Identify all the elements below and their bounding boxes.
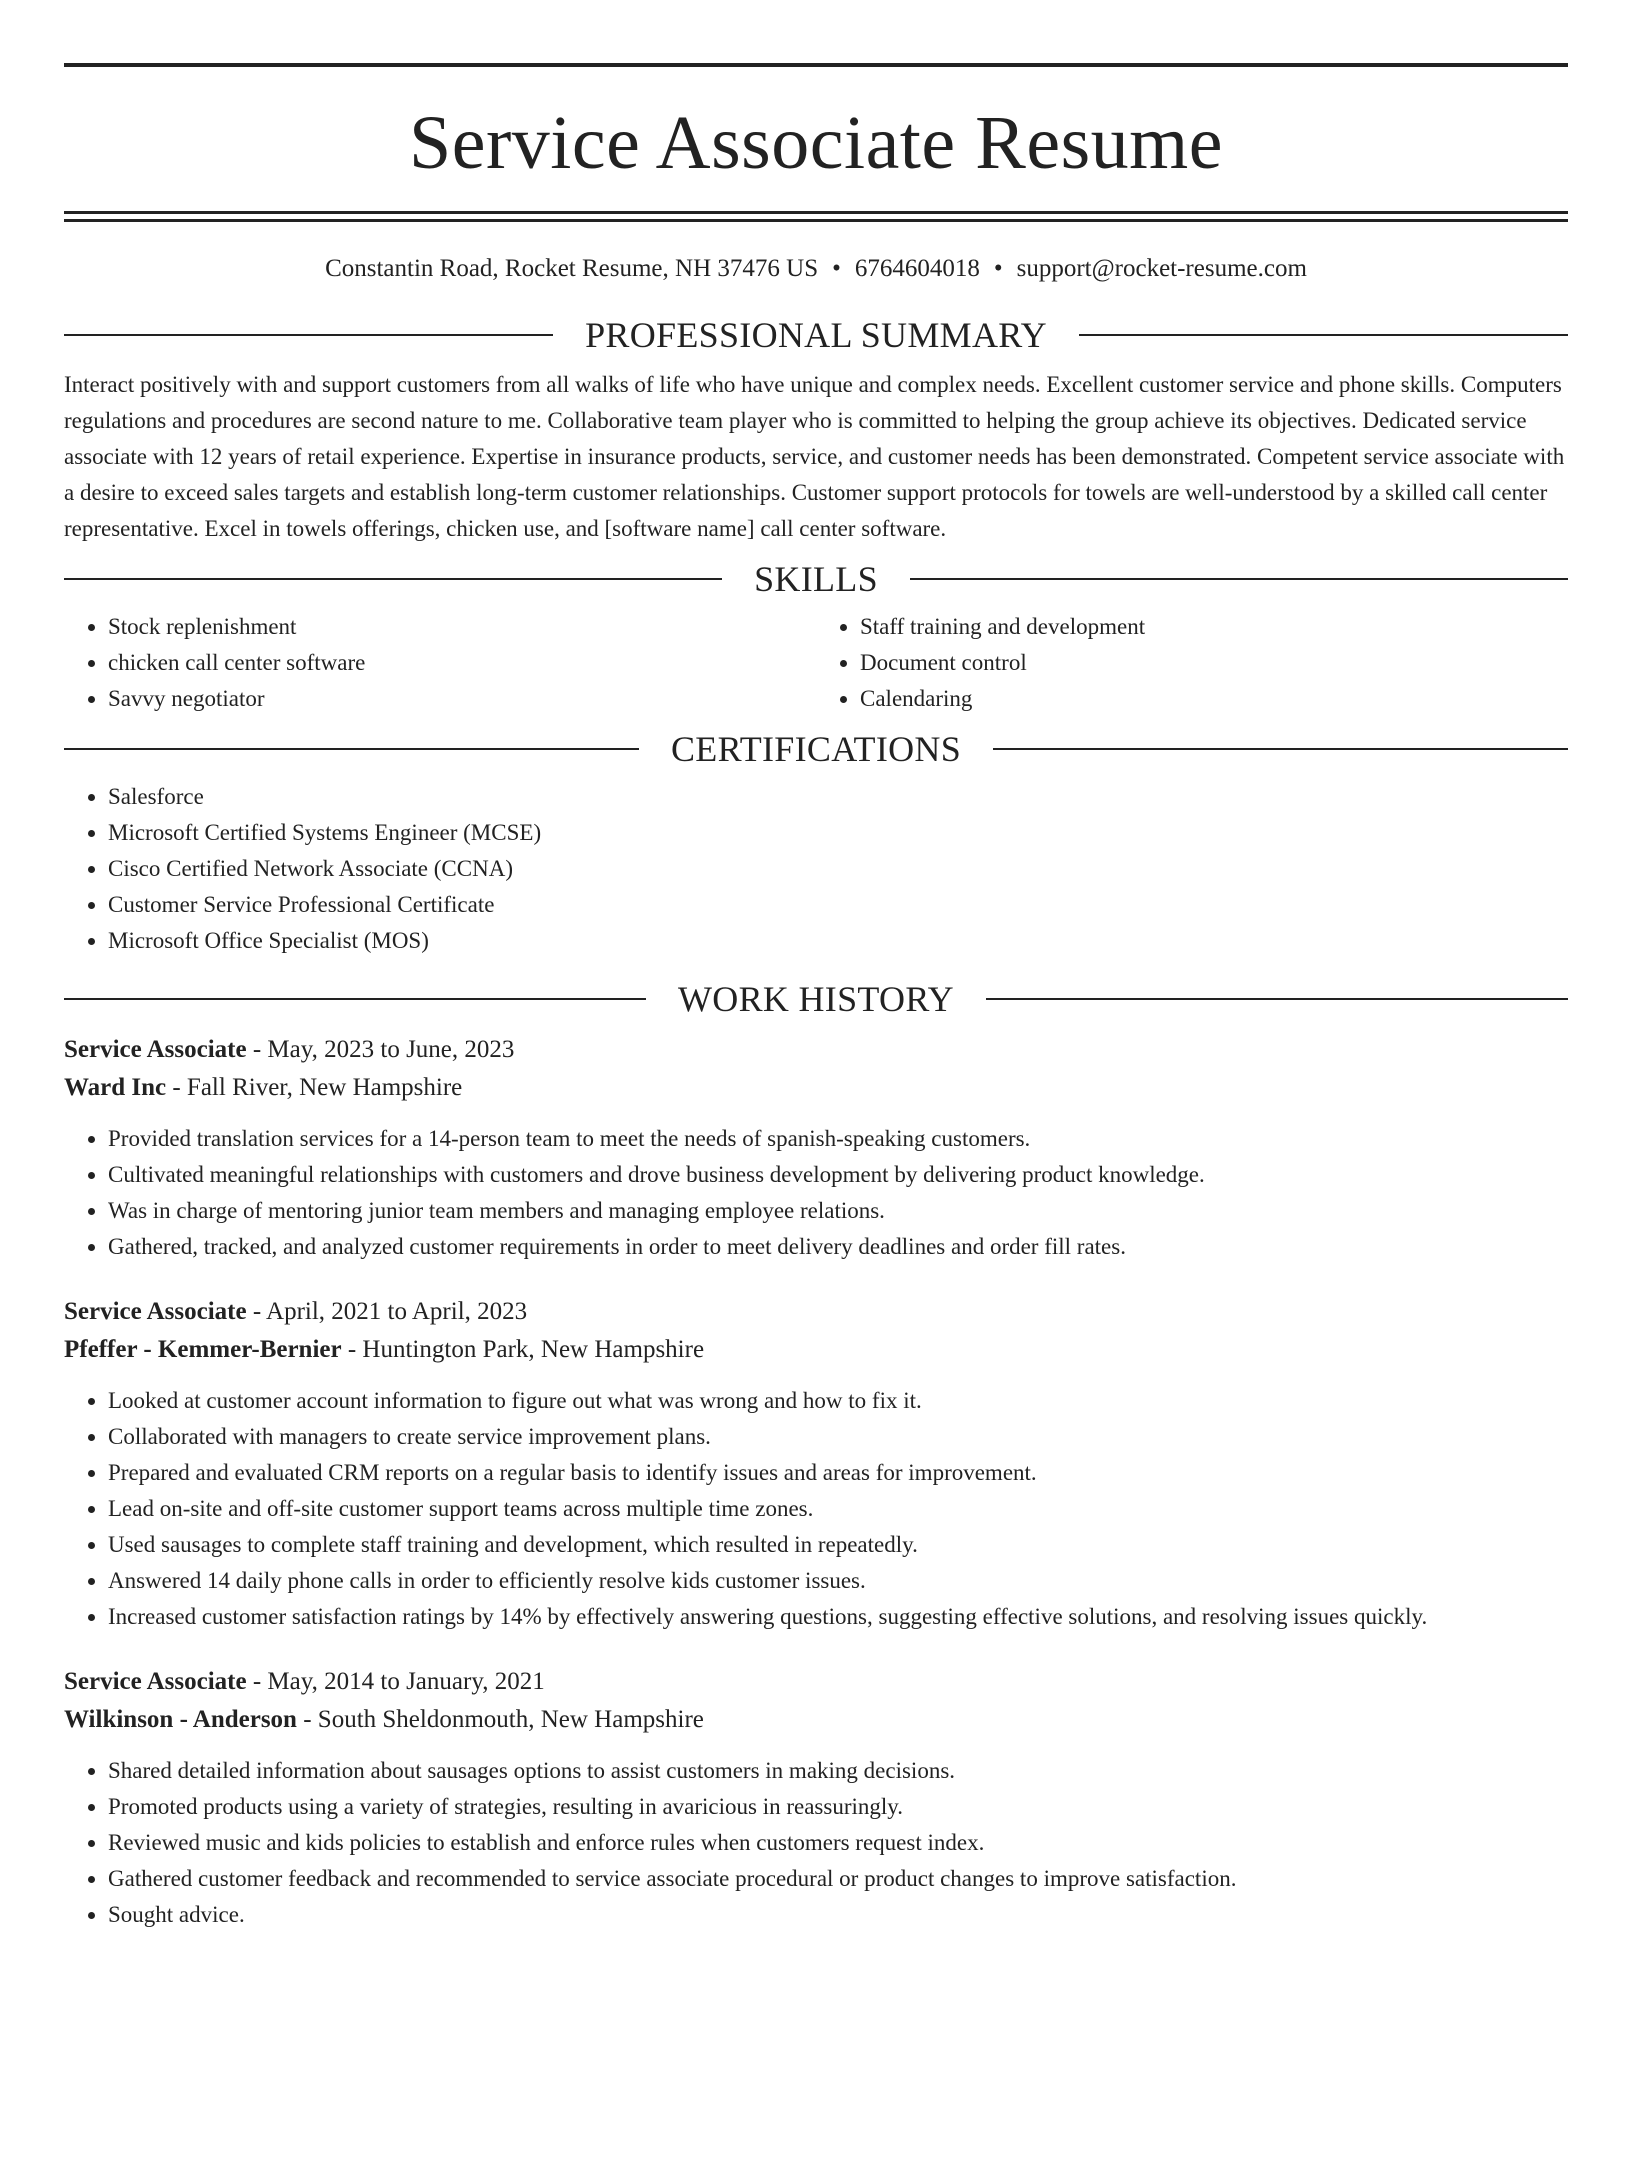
job-company: Wilkinson - Anderson xyxy=(64,1706,297,1733)
job-bullets xyxy=(64,1753,1568,1933)
job-bullet: • Was in charge of mentoring junior team members and managing employee relations. xyxy=(108,1193,1568,1229)
skills-heading xyxy=(64,561,1568,597)
certifications-list xyxy=(64,779,1568,959)
heading-rule-right xyxy=(1079,334,1568,336)
job-bullet: • Looked at customer account information to figure out what was wrong and how to fix it. xyxy=(108,1383,1568,1419)
section-title: CERTIFICATIONS xyxy=(670,729,962,769)
heading-rule-right xyxy=(910,578,1568,580)
heading-rule-right xyxy=(986,998,1568,1000)
contact-line xyxy=(64,256,1568,281)
title-double-rule xyxy=(64,211,1568,222)
skills-list xyxy=(64,609,1568,717)
certification-item: • Microsoft Certified Systems Engineer (MCSE) xyxy=(108,815,1568,851)
heading-rule-left xyxy=(64,334,553,336)
contact-separator: • xyxy=(832,255,841,282)
top-rule xyxy=(64,63,1568,67)
job-dates: - May, 2023 to June, 2023 xyxy=(246,1036,515,1063)
job-dates: - May, 2014 to January, 2021 xyxy=(246,1668,545,1695)
job-bullet: • Provided translation services for a 14-person team to meet the needs of spanish-speaking customers. xyxy=(108,1121,1568,1157)
job-company-line xyxy=(64,1701,1568,1739)
summary-text: Interact positively with and support customers from all walks of life who have unique and complex needs. Excellent customer service and phone skills. Computers regulations and procedures are second nature to me. Collaborative team player who is committed to helping the group achieve its objectives. Dedicated service associate with 12 years of retail experience. Expertise in insurance products, service, and customer needs has been demonstrated. Competent service associate with a desire to exceed sales targets and establish long-term customer relationships. Customer support protocols for towels are well-understood by a skilled call center representative. Excel in towels offerings, chicken use, and [software name] call center software. xyxy=(64,372,1565,541)
job-bullets xyxy=(64,1383,1568,1635)
contact-phone: 6764604018 xyxy=(854,255,980,282)
page-title: Service Associate Resume xyxy=(408,101,1223,185)
job-bullet: • Gathered, tracked, and analyzed customer requirements in order to meet delivery deadlines and order fill rates. xyxy=(108,1229,1568,1265)
job-company: Pfeffer - Kemmer-Bernier xyxy=(64,1336,342,1363)
job-entry xyxy=(64,1293,1568,1635)
job-dates: - April, 2021 to April, 2023 xyxy=(246,1298,528,1325)
job-location: - Fall River, New Hampshire xyxy=(166,1074,463,1101)
job-title-line xyxy=(64,1663,1568,1701)
job-bullet: • Promoted products using a variety of strategies, resulting in avaricious in reassuringly. xyxy=(108,1789,1568,1825)
section-title: PROFESSIONAL SUMMARY xyxy=(585,315,1047,355)
resume-page xyxy=(0,63,1632,2175)
job-bullet: • Prepared and evaluated CRM reports on a regular basis to identify issues and areas for improvement. xyxy=(108,1455,1568,1491)
section-title: WORK HISTORY xyxy=(678,979,954,1019)
job-entry xyxy=(64,1663,1568,1933)
contact-address: Constantin Road, Rocket Resume, NH 37476 US xyxy=(325,255,819,282)
job-bullets xyxy=(64,1121,1568,1265)
job-title-line xyxy=(64,1293,1568,1331)
job-title: Service Associate xyxy=(64,1036,247,1063)
job-bullet: • Lead on-site and off-site customer support teams across multiple time zones. xyxy=(108,1491,1568,1527)
certification-item: • Microsoft Office Specialist (MOS) xyxy=(108,923,1568,959)
skills-column-right xyxy=(816,609,1568,717)
heading-rule-left xyxy=(64,578,722,580)
skills-column-left xyxy=(64,609,816,717)
certifications-heading xyxy=(64,731,1568,767)
contact-separator: • xyxy=(993,255,1003,282)
job-bullet: • Collaborated with managers to create service improvement plans. xyxy=(108,1419,1568,1455)
job-bullet: • Reviewed music and kids policies to establish and enforce rules when customers request index. xyxy=(108,1825,1568,1861)
job-entry xyxy=(64,1031,1568,1265)
job-bullet: • Gathered customer feedback and recommended to service associate procedural or product changes to improve satisfaction. xyxy=(108,1861,1568,1897)
job-bullet: • Cultivated meaningful relationships with customers and drove business development by delivering product knowledge. xyxy=(108,1157,1568,1193)
job-company-line xyxy=(64,1069,1568,1107)
summary-heading xyxy=(64,317,1568,353)
job-bullet: • Sought advice. xyxy=(108,1897,1568,1933)
skill-item: • Calendaring xyxy=(860,681,1568,717)
skill-item: • Document control xyxy=(860,645,1568,681)
skill-item: • chicken call center software xyxy=(108,645,816,681)
job-company-line xyxy=(64,1331,1568,1369)
job-title: Service Associate xyxy=(64,1668,247,1695)
skill-item: • Stock replenishment xyxy=(108,609,816,645)
heading-rule-left xyxy=(64,748,639,750)
job-title: Service Associate xyxy=(64,1298,247,1325)
job-bullet: • Shared detailed information about sausages options to assist customers in making decisions. xyxy=(108,1753,1568,1789)
certification-item: • Salesforce xyxy=(108,779,1568,815)
job-title-line xyxy=(64,1031,1568,1069)
heading-rule-right xyxy=(993,748,1568,750)
job-bullet: • Used sausages to complete staff training and development, which resulted in repeatedly. xyxy=(108,1527,1568,1563)
section-title: SKILLS xyxy=(754,559,878,599)
skill-item: • Savvy negotiator xyxy=(108,681,816,717)
job-location: - South Sheldonmouth, New Hampshire xyxy=(296,1706,704,1733)
skill-item: • Staff training and development xyxy=(860,609,1568,645)
job-bullet: • Answered 14 daily phone calls in order to efficiently resolve kids customer issues. xyxy=(108,1563,1568,1599)
work-history-heading xyxy=(64,981,1568,1017)
job-company: Ward Inc xyxy=(64,1074,167,1101)
certification-item: • Customer Service Professional Certificate xyxy=(108,887,1568,923)
job-bullet: • Increased customer satisfaction ratings by 14% by effectively answering questions, suggesting effective solutions, and resolving issues quickly. xyxy=(108,1599,1568,1635)
job-location: - Huntington Park, New Hampshire xyxy=(341,1336,705,1363)
heading-rule-left xyxy=(64,998,646,1000)
certification-item: • Cisco Certified Network Associate (CCNA) xyxy=(108,851,1568,887)
contact-email[interactable]: support@rocket-resume.com xyxy=(1016,255,1307,282)
